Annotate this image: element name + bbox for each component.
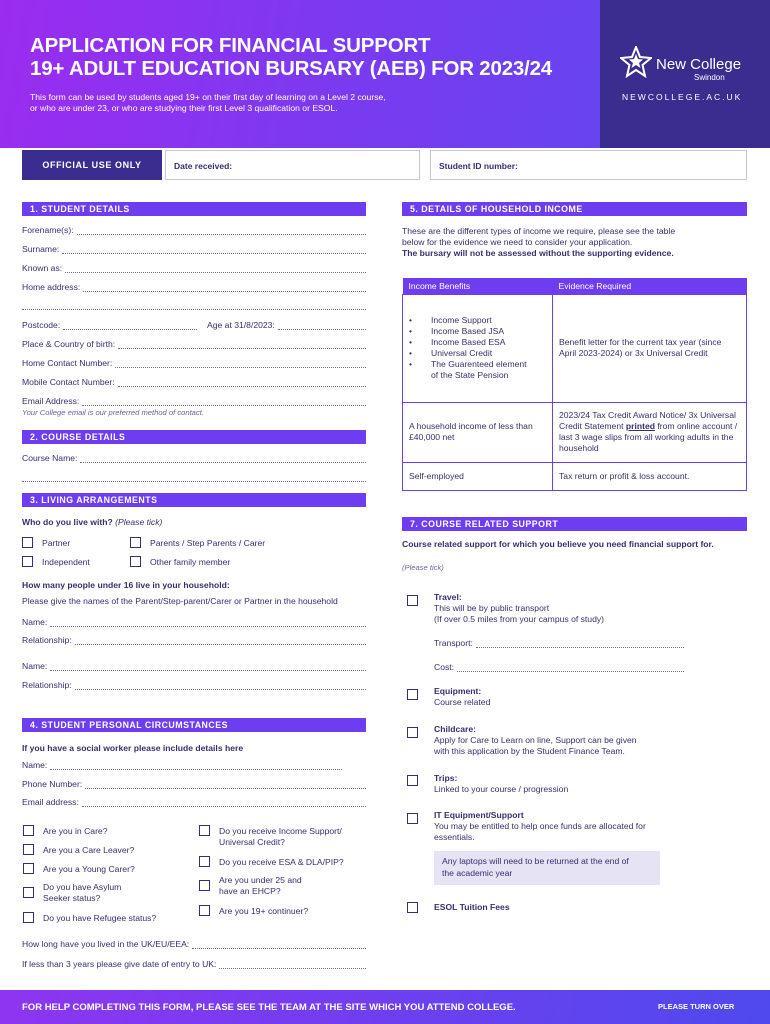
parents-label: Parents / Step Parents / Carer [150,538,266,548]
email-label: Email Address: [22,396,80,406]
other-family-checkbox[interactable] [130,556,141,567]
refugee-label: Do you have Refugee status? [43,913,157,923]
young-carer-label: Are you a Young Carer? [43,864,135,874]
date-received-label: Date received: [174,161,233,171]
household-name-1-line[interactable] [50,618,366,627]
household-income-cell: A household income of less than £40,000 net [403,402,553,462]
benefit-continuation: of the State Pension [431,370,509,380]
support-intro: Course related support for which you believe you need financial support for. [402,539,714,549]
social-worker-note: If you have a social worker please include details here [22,743,244,753]
sw-phone-line[interactable] [85,780,366,789]
evidence-text-pre: 2023/24 Tax Credit Award Notice/ 3x Universal Credit Statement [559,410,736,431]
sw-name-field[interactable] [22,760,342,770]
travel-text [434,592,604,625]
sw-name-label: Name: [22,760,48,770]
it-equipment-line-1: You may be entitled to help once funds are allocated for [434,821,646,831]
household-name-2-field[interactable] [22,661,366,671]
table-row [403,294,747,402]
student-id-label: Student ID number: [439,161,518,171]
benefits-evidence-cell: Benefit letter for the current tax year (since April 2023-2024) or 3x Universal Credit [553,294,747,402]
relationship-1-label: Relationship: [22,635,72,645]
other-family-label: Other family member [150,557,231,567]
page-footer [0,990,770,1024]
partner-checkbox[interactable] [22,537,33,548]
income-support-line-2: Universal Credit? [219,837,285,847]
email-note: Your College email is our preferred method of contact. [22,408,204,417]
continuer-checkbox[interactable] [199,905,210,916]
footer-help-text: FOR HELP COMPLETING THIS FORM, PLEASE SEE THE TEAM AT THE SITE WHICH YOU ATTEND COLLEGE. [22,1002,516,1013]
who-question-text: Who do you live with? [22,517,113,527]
ehcp-checkbox[interactable] [199,880,210,891]
home-contact-field[interactable] [22,358,366,368]
under16-question: How many people under 16 live in your household: [22,580,230,590]
home-address-field[interactable] [22,282,366,292]
transport-field[interactable] [434,638,684,648]
independent-label: Independent [42,557,90,567]
travel-line-1: This will be by public transport [434,603,550,613]
in-care-label: Are you in Care? [43,826,108,836]
subtitle-line-1: This form can be used by students aged 19+ on their first day of learning on a Level 2 course, [30,92,386,102]
form-title [30,34,552,80]
childcare-line-1: Apply for Care to Learn on line, Support can be given [434,735,637,745]
home-address-line[interactable] [83,283,366,292]
equipment-title: Equipment: [434,686,482,696]
care-leaver-checkbox[interactable] [23,844,34,855]
childcare-checkbox[interactable] [407,727,418,738]
laptop-note-line-2: the academic year [442,868,513,878]
entry-date-label: If less than 3 years please give date of entry to UK: [22,959,217,969]
list-item: • Income Support [409,315,546,326]
age-label: Age at 31/8/2023: [207,320,275,330]
household-intro-line-2: below for the evidence we need to consider your application. [402,237,633,247]
entry-date-line[interactable] [219,960,366,969]
col-evidence-required: Evidence Required [553,278,747,294]
it-equipment-text [434,810,646,843]
who-tick-note: (Please tick) [115,517,163,527]
list-item: • Income Based ESA [409,337,546,348]
col-income-benefits: Income Benefits [403,278,553,294]
refugee-checkbox[interactable] [23,912,34,923]
esa-dla-label: Do you receive ESA & DLA/PIP? [219,857,344,867]
postcode-line[interactable] [63,321,197,330]
asylum-label-line-1: Do you have Asylum [43,882,122,892]
cost-line[interactable] [457,663,684,672]
please-turn-over: PLEASE TURN OVER [658,1002,735,1011]
independent-checkbox[interactable] [22,556,33,567]
benefits-list [409,315,546,370]
sw-phone-field[interactable] [22,779,366,789]
sw-phone-label: Phone Number: [22,779,83,789]
date-received-field[interactable] [165,150,420,180]
home-address-line-2-dots[interactable] [22,301,366,310]
forename-label: Forename(s): [22,225,74,235]
known-as-field[interactable] [22,263,366,273]
course-details-heading: 2. COURSE DETAILS [22,430,366,444]
esol-label: ESOL Tuition Fees [434,902,510,912]
household-name-1-field[interactable] [22,617,366,627]
ehcp-line-1: Are you under 25 and [219,875,302,885]
relationship-1-field[interactable] [22,635,366,645]
cost-label: Cost: [434,662,455,672]
home-address-line-2[interactable] [22,301,366,310]
personal-circumstances-heading: 4. STUDENT PERSONAL CIRCUMSTANCES [22,718,366,732]
parents-checkbox[interactable] [130,537,141,548]
place-country-label: Place & Country of birth: [22,339,116,349]
trips-line: Linked to your course / progression [434,784,569,794]
income-evidence-table [402,278,747,491]
entry-date-field[interactable] [22,959,366,969]
course-name-line-2-dots[interactable] [22,473,366,482]
transport-label: Transport: [434,638,473,648]
college-logo [620,46,750,86]
logo-name: New College [656,56,742,73]
mobile-contact-field[interactable] [22,377,366,387]
table-header-row [403,278,747,294]
household-name-2-label: Name: [22,661,48,671]
income-support-checkbox[interactable] [199,825,210,836]
star-icon [620,46,652,78]
place-country-field[interactable] [22,339,366,349]
official-use-label: OFFICIAL USE ONLY [22,150,162,180]
uk-duration-label: How long have you lived in the UK/EU/EEA: [22,939,190,949]
income-support-label [219,826,342,848]
asylum-label-line-2: Seeker status? [43,893,101,903]
esa-dla-checkbox[interactable] [199,856,210,867]
partner-label: Partner [42,538,71,548]
course-name-line-2[interactable] [22,473,366,482]
evidence-printed: printed [625,421,655,431]
asylum-label [43,882,121,904]
home-contact-line[interactable] [115,359,366,368]
course-name-line[interactable] [80,454,366,463]
forename-line[interactable] [77,226,366,235]
asylum-checkbox[interactable] [23,887,34,898]
title-line-1: APPLICATION FOR FINANCIAL SUPPORT [30,34,431,57]
home-address-label: Home address: [22,282,81,292]
care-leaver-label: Are you a Care Leaver? [43,845,135,855]
esol-checkbox[interactable] [407,902,418,913]
equipment-line: Course related [434,697,491,707]
trips-title: Trips: [434,773,458,783]
support-tick-note: (Please tick) [402,563,444,572]
laptop-return-note [434,851,660,885]
travel-line-2: (If over 0.5 miles from your campus of study) [434,614,605,624]
title-line-2: 19+ ADULT EDUCATION BURSARY (AEB) FOR 2023/24 [30,57,553,80]
household-intro-bold: The bursary will not be assessed without the supporting evidence. [402,248,674,258]
living-arrangements-heading: 3. LIVING ARRANGEMENTS [22,493,366,507]
names-instruction: Please give the names of the Parent/Step-parent/Carer or Partner in the household [22,596,338,606]
student-id-field[interactable] [430,150,747,180]
household-intro-line-1: These are the different types of income we require, please see the table [402,226,676,236]
known-as-line[interactable] [65,264,366,273]
self-employed-cell: Self-employed [403,462,553,490]
surname-field[interactable] [22,244,366,254]
page-header [0,0,770,148]
income-support-line-1: Do you receive Income Support/ [219,826,342,836]
trips-checkbox[interactable] [407,775,418,786]
list-item: • The Guarenteed element [409,359,546,370]
email-field[interactable] [22,396,366,406]
age-field[interactable] [207,320,366,330]
trips-text [434,773,568,795]
laptop-note-line-1: Any laptops will need to be returned at the end of [442,856,629,866]
list-item: • Income Based JSA [409,326,546,337]
place-country-line[interactable] [118,340,366,349]
sw-email-line[interactable] [82,798,366,807]
logo-subtitle: Swindon [694,73,725,82]
travel-title: Travel: [434,592,462,602]
email-line[interactable] [82,397,366,406]
ehcp-line-2: have an EHCP? [219,886,281,896]
uk-duration-field[interactable] [22,939,366,949]
household-name-2-line[interactable] [50,662,366,671]
course-name-label: Course Name: [22,453,78,463]
travel-checkbox[interactable] [407,595,418,606]
website-url[interactable]: NEWCOLLEGE.AC.UK [622,92,743,102]
form-subtitle [30,92,490,114]
mobile-contact-line[interactable] [118,378,366,387]
postcode-label: Postcode: [22,320,61,330]
student-details-heading: 1. STUDENT DETAILS [22,202,366,216]
evidence-text-post: from online account / last 3 wage slips from all working adults in the household [559,421,738,453]
household-income-heading: 5. DETAILS OF HOUSEHOLD INCOME [402,202,747,216]
relationship-1-line[interactable] [75,636,366,645]
course-support-heading: 7. COURSE RELATED SUPPORT [402,517,747,531]
home-contact-label: Home Contact Number: [22,358,113,368]
postcode-field[interactable] [22,320,197,330]
course-name-field[interactable] [22,453,366,463]
equipment-checkbox[interactable] [407,689,418,700]
surname-label: Surname: [22,244,60,254]
it-equipment-checkbox[interactable] [407,813,418,824]
cost-field[interactable] [434,662,684,672]
it-equipment-title: IT Equipment/Support [434,810,524,820]
relationship-2-field[interactable] [22,680,366,690]
sw-name-line[interactable] [50,761,342,770]
in-care-checkbox[interactable] [23,825,34,836]
surname-line[interactable] [62,245,366,254]
benefits-cell [403,294,553,402]
childcare-line-2: with this application by the Student Finance Team. [434,746,625,756]
household-income-evidence-cell [553,402,747,462]
who-question [22,517,162,528]
relationship-2-line[interactable] [75,681,366,690]
childcare-text [434,724,637,757]
household-name-1-label: Name: [22,617,48,627]
table-row [403,462,747,490]
known-as-label: Known as: [22,263,63,273]
sw-email-field[interactable] [22,797,366,807]
table-row [403,402,747,462]
forename-field[interactable] [22,225,366,235]
young-carer-checkbox[interactable] [23,863,34,874]
uk-duration-line[interactable] [192,940,366,949]
childcare-title: Childcare: [434,724,477,734]
continuer-label: Are you 19+ continuer? [219,906,309,916]
self-employed-evidence-cell: Tax return or profit & loss account. [553,462,747,490]
subtitle-line-2: or who are under 23, or who are studying their first Level 3 qualification or ESOL. [30,103,338,113]
list-item: • Universal Credit [409,348,546,359]
relationship-2-label: Relationship: [22,680,72,690]
age-line[interactable] [278,321,366,330]
sw-email-label: Email address: [22,797,79,807]
household-intro [402,226,747,259]
it-equipment-line-2: essentials. [434,832,475,842]
ehcp-label [219,875,302,897]
mobile-contact-label: Mobile Contact Number: [22,377,115,387]
equipment-text [434,686,490,708]
transport-line[interactable] [476,639,684,648]
